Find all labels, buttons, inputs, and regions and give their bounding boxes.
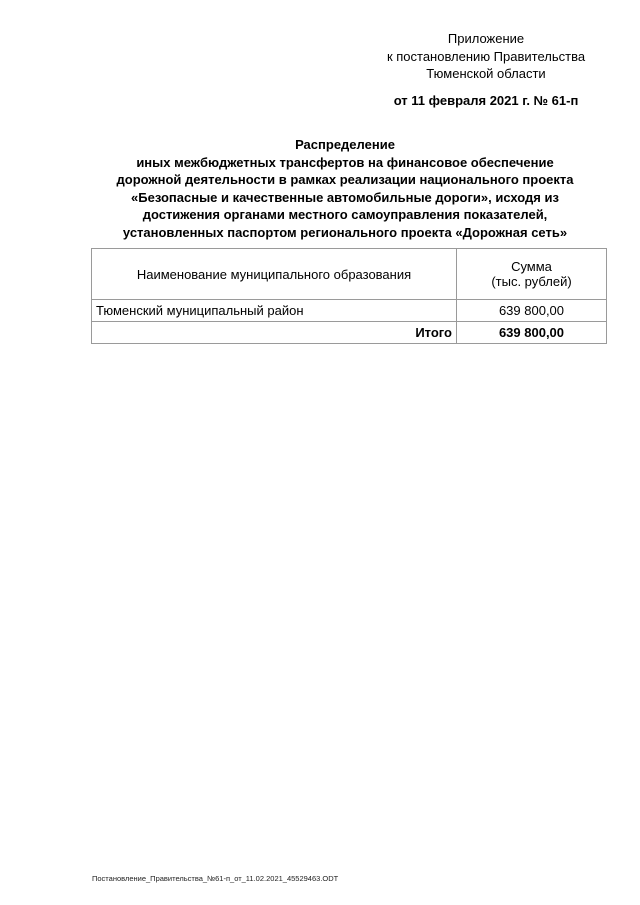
appendix-date-number: от 11 февраля 2021 г. № 61-п — [393, 92, 579, 108]
total-label: Итого — [92, 322, 457, 344]
total-sum: 639 800,00 — [457, 322, 607, 344]
title-line: «Безопасные и качественные автомобильные дороги», исходя из — [131, 189, 559, 205]
table-header-row — [92, 249, 607, 300]
title-line: достижения органами местного самоуправления показателей, — [142, 207, 548, 222]
header-sum — [457, 249, 607, 300]
total-row — [92, 322, 607, 344]
header-sum-unit: (тыс. рублей) — [491, 274, 572, 289]
appendix-resolution-ref: к постановлению Правительства — [386, 48, 586, 64]
title-line: иных межбюджетных трансфертов на финансовое обеспечение — [136, 154, 554, 170]
table-row — [92, 300, 607, 322]
appendix-label: Приложение — [447, 31, 525, 46]
appendix-region: Тюменской области — [426, 66, 546, 81]
appendix-header — [370, 30, 602, 109]
distribution-table — [91, 248, 607, 344]
header-municipality-name: Наименование муниципального образования — [92, 249, 457, 300]
footer-filename: Постановление_Правительства_№61-п_от_11.02.2021_45529463.ODT — [92, 874, 339, 883]
sum-cell: 639 800,00 — [457, 300, 607, 322]
header-sum-label: Сумма — [511, 259, 552, 274]
title-line: установленных паспортом регионального проекта «Дорожная сеть» — [122, 224, 568, 240]
title-line: дорожной деятельности в рамках реализации национального проекта — [116, 172, 574, 187]
document-title — [88, 136, 602, 241]
municipality-name-cell: Тюменский муниципальный район — [92, 300, 457, 322]
title-line: Распределение — [295, 137, 395, 152]
